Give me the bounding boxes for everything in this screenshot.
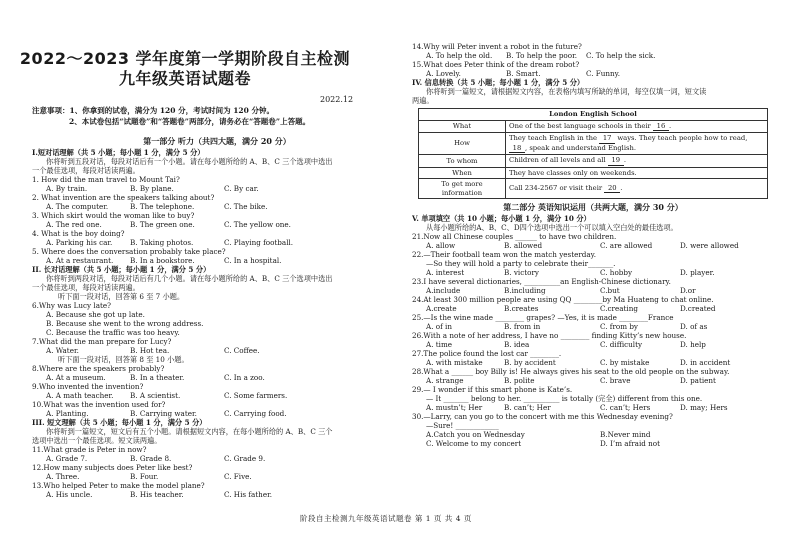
question-23-options <box>412 286 774 295</box>
table-content <box>506 179 768 199</box>
option: B. can’t; Her <box>504 403 551 412</box>
question-14: 14.Why will Peter invent a robot in the future? <box>412 42 582 51</box>
question-11: 11.What grade is Peter in now? <box>32 445 147 454</box>
sec1-instruction-cont: 一个最佳选项，每段对话读两遍。 <box>32 166 140 175</box>
table-text: ways. They teach people how to read, <box>617 134 748 142</box>
notice-2: 2、本试卷包括“试题卷”和“答题卷”两部分，请务必在“答题卷”上答题。 <box>69 117 311 126</box>
table-text: , speak and understand English. <box>525 143 637 152</box>
option: C. Five. <box>224 472 252 481</box>
option: C. brave <box>600 376 631 385</box>
question-28: 28.What a ______ boy Billy is! He always gives his seat to the old people on the subway. <box>412 367 730 376</box>
question-30: 30.—Larry, can you go to the concert with me this Wednesday evening? <box>412 412 673 421</box>
answer-blank[interactable]: 18 <box>509 144 525 154</box>
option: C. His father. <box>224 490 272 499</box>
table-row <box>419 120 768 133</box>
question-2: 2. What invention are the speakers talking about? <box>32 193 215 202</box>
option: B. A scientist. <box>130 391 181 400</box>
sec2-instruction-cont: 一个最佳选项，每段对话读两遍。 <box>32 283 140 292</box>
question-4-options <box>32 238 402 247</box>
sec2-heading: II. 长对话理解（共 5 小题；每小题 1 分，满分 5 分） <box>32 265 211 274</box>
question-3-options <box>32 220 402 229</box>
option: A. mustn’t; Her <box>426 403 483 412</box>
option: A. Water. <box>46 346 79 355</box>
question-30-options-row1 <box>412 430 774 439</box>
info-table <box>418 108 768 199</box>
question-26-options <box>412 340 774 349</box>
option: B. Grade 8. <box>130 454 172 463</box>
option: B.including <box>504 286 546 295</box>
option: A. Parking his car. <box>46 238 113 247</box>
option: C. The bike. <box>224 202 268 211</box>
option: B. The telephone. <box>130 202 195 211</box>
exam-date: 2022.12 <box>320 95 354 104</box>
option: D. may; Hers <box>680 403 728 412</box>
table-label: To get more information <box>419 179 506 199</box>
option: C. Funny. <box>586 69 621 78</box>
option: D. of as <box>680 322 708 331</box>
question-29-cont: — It _______ belong to her. __________ is totally (完全) different from this one. <box>426 394 703 403</box>
question-21-options <box>412 241 774 250</box>
table-content <box>506 133 768 155</box>
option: C. Grade 9. <box>224 454 266 463</box>
option: D. I’m afraid not <box>600 439 660 448</box>
notice-1: 注意事项：1、你拿到的试卷，满分为 120 分，考试时间为 120 分钟。 <box>32 106 274 115</box>
option: B. Hot tea. <box>130 346 170 355</box>
question-15-options <box>412 69 774 78</box>
option: B. from in <box>504 322 541 331</box>
sec4-instruction-cont: 两遍。 <box>412 96 434 105</box>
sec5-heading: V. 单项填空（共 10 小题；每小题 1 分，满分 10 分） <box>412 214 591 223</box>
question-28-options <box>412 376 774 385</box>
table-row <box>419 167 768 179</box>
option: A. At a museum. <box>46 373 106 382</box>
question-8-options <box>32 373 402 382</box>
title-line-1: 2022～2023 学年度第一学期阶段自主检测 <box>19 49 351 68</box>
question-12: 12.How many subjects does Peter like best? <box>32 463 193 472</box>
table-row <box>419 133 768 155</box>
option: B. Four. <box>130 472 159 481</box>
question-6-option-a: A. Because she got up late. <box>46 310 145 319</box>
sec4-heading: IV. 信息转换（共 5 小题；每小题 1 分，满分 5 分） <box>412 78 585 87</box>
question-15: 15.What does Peter think of the dream robot? <box>412 60 580 69</box>
option: B. Taking photos. <box>130 238 194 247</box>
question-22: 22.—Their football team won the match yesterday. <box>412 250 597 259</box>
sec3-instruction: 你将听到一篇短文，短文后有五个小题。请根据短文内容，在每小题所给的 A、B、C 三个 <box>46 427 333 436</box>
option: A.include <box>426 286 461 295</box>
sec2-subheading-1: 听下面一段对话，回答第 6 至 7 小题。 <box>58 292 185 301</box>
question-26: 26.With a note of her address, I have no ________ finding Kitty’s new house. <box>412 331 687 340</box>
question-22-cont: —So they will hold a party to celebrate their_______. <box>426 259 616 268</box>
sec1-heading: I.短对话理解（共 5 小题；每小题 1 分，满分 5 分） <box>32 148 205 157</box>
question-27-options <box>412 358 774 367</box>
sec3-heading: III. 短文理解（共 5 小题；每小题 1 分，满分 5 分） <box>32 418 207 427</box>
question-27: 27.The police found the lost car ________. <box>412 349 562 358</box>
question-7-options <box>32 346 402 355</box>
left-column <box>32 137 402 499</box>
option: A. His uncle. <box>46 490 93 499</box>
question-29-options <box>412 403 774 412</box>
table-title: London English School <box>419 109 768 121</box>
option: C. Carrying food. <box>224 409 287 418</box>
answer-blank[interactable]: 20 <box>604 184 620 194</box>
option: A. Grade 7. <box>46 454 88 463</box>
page-footer: 阶段自主检测九年级英语试题卷 第 1 页 共 4 页 <box>300 514 472 523</box>
option: C. hobby <box>600 268 633 277</box>
question-1: 1. How did the man travel to Mount Tai? <box>32 175 180 184</box>
answer-blank[interactable]: 19 <box>608 156 624 166</box>
question-24: 24.At least 300 million people are using QQ ________by Ma Huateng to chat online. <box>412 295 714 304</box>
question-5-options <box>32 256 402 265</box>
option: D. patient <box>680 376 716 385</box>
option: A. Planting. <box>46 409 89 418</box>
answer-blank[interactable]: 16 <box>653 122 669 132</box>
table-label: What <box>419 120 506 133</box>
question-22-options <box>412 268 774 277</box>
option: C.but <box>600 286 620 295</box>
table-label: When <box>419 167 506 179</box>
option: A. To help the old. <box>426 51 493 60</box>
table-text: . <box>668 121 672 130</box>
question-6: 6.Why was Lucy late? <box>32 301 111 310</box>
question-14-options <box>412 51 774 60</box>
part1-heading: 第一部分 听力（共四大题，满分 20 分） <box>143 137 291 146</box>
option: C. can’t; Hers <box>600 403 651 412</box>
option: A. with mistake <box>426 358 483 367</box>
option: B. Smart. <box>506 69 541 78</box>
question-21: 21.Now all Chinese couples ______ to have two children. <box>412 232 617 241</box>
table-text: One of the best language schools in their <box>509 121 651 130</box>
table-content: They have classes only on weekends. <box>506 167 768 179</box>
question-5: 5. Where does the conversation probably take place? <box>32 247 226 256</box>
table-content <box>506 155 768 168</box>
table-text: Call 234-2567 or visit their <box>509 183 603 192</box>
right-column <box>412 42 774 448</box>
question-29: 29.— I wonder if this smart phone is Kate’s. <box>412 385 573 394</box>
table-text: They teach English in the <box>509 134 597 142</box>
option: B. idea <box>504 340 530 349</box>
table-text: . <box>620 183 623 192</box>
option: D. help <box>680 340 706 349</box>
sec1-instruction: 你将听到五段对话，每段对话后有一个小题。请在每小题所给的 A、B、C 三个选项中选出 <box>46 157 333 166</box>
option: C. By car. <box>224 184 259 193</box>
question-2-options <box>32 202 402 211</box>
question-4: 4. What is the boy doing? <box>32 229 125 238</box>
question-30-options-row2 <box>412 439 774 448</box>
option: A.Catch you on Wednesday <box>426 430 525 439</box>
question-11-options <box>32 454 402 463</box>
option: A. Three. <box>46 472 80 481</box>
question-1-options <box>32 184 402 193</box>
option: C. by mistake <box>600 358 650 367</box>
option: C. Welcome to my concert <box>426 439 522 448</box>
option: C. Some farmers. <box>224 391 288 400</box>
option: B. Carrying water. <box>130 409 197 418</box>
sec2-instruction: 你将听到两段对话，每段对话后有几个小题。请在每小题所给的 A、B、C 三个选项中选出 <box>46 274 333 283</box>
question-25: 25.—Is the wine made ________ grapes? —Yes, it is made ________France <box>412 313 674 322</box>
option: A. By train. <box>46 184 88 193</box>
option: B. In a theater. <box>130 373 185 382</box>
option: A.create <box>426 304 457 313</box>
option: C. from by <box>600 322 638 331</box>
question-13-options <box>32 490 402 499</box>
option: C. The yellow one. <box>224 220 291 229</box>
option: D. player. <box>680 268 715 277</box>
option: C. Playing football. <box>224 238 294 247</box>
option: A. interest <box>426 268 465 277</box>
question-6-option-c: C. Because the traffic was too heavy. <box>46 328 180 337</box>
sec3-instruction-cont: 选项中选出一个最佳选项。短文读两遍。 <box>32 436 162 445</box>
option: B. polite <box>504 376 535 385</box>
table-row <box>419 179 768 199</box>
sec2-subheading-2: 听下面一段对话，回答第 8 至 10 小题。 <box>58 355 189 364</box>
option: A. Lovely. <box>426 69 461 78</box>
question-25-options <box>412 322 774 331</box>
option: B. In a bookstore. <box>130 256 195 265</box>
table-text: Children of all levels and all <box>509 156 606 164</box>
sec5-instruction: 从每小题所给的A、B、C、D四个选项中选出一个可以填入空白处的最佳选项。 <box>426 223 678 232</box>
question-9: 9.Who invented the invention? <box>32 382 144 391</box>
option: D.created <box>680 304 716 313</box>
question-10-options <box>32 409 402 418</box>
option: C. Coffee. <box>224 346 260 355</box>
answer-blank[interactable]: 17 <box>599 134 615 144</box>
option: A. allow <box>426 241 456 250</box>
question-30-cont: —Sure! ____________ <box>426 421 499 430</box>
table-label: How <box>419 133 506 155</box>
option: C. are allowed <box>600 241 653 250</box>
notice-block <box>32 106 402 128</box>
option: A. The computer. <box>46 202 109 211</box>
part2-heading: 第二部分 英语知识运用（共两大题，满分 30 分） <box>503 203 683 212</box>
option: D. in accident <box>680 358 731 367</box>
option: B.creates <box>504 304 539 313</box>
option: C. In a zoo. <box>224 373 265 382</box>
option: B. To help the poor. <box>506 51 578 60</box>
question-12-options <box>32 472 402 481</box>
table-row <box>419 155 768 168</box>
question-8: 8.Where are the speakers probably? <box>32 364 165 373</box>
option: A. time <box>426 340 453 349</box>
question-23: 23.I have several dictionaries, __________an English-Chinese dictionary. <box>412 277 671 286</box>
option: B. allowed <box>504 241 543 250</box>
question-10: 10.What was the invention used for? <box>32 400 166 409</box>
option: A. The red one. <box>46 220 102 229</box>
question-3: 3. Which skirt would the woman like to buy? <box>32 211 195 220</box>
option: B. victory <box>504 268 539 277</box>
question-6-option-b: B. Because she went to the wrong address. <box>46 319 204 328</box>
option: C. In a hospital. <box>224 256 282 265</box>
option: C. To help the sick. <box>586 51 656 60</box>
option: D. were allowed <box>680 241 739 250</box>
question-24-options <box>412 304 774 313</box>
option: A. of in <box>426 322 452 331</box>
question-9-options <box>32 391 402 400</box>
option: B. by accident <box>504 358 556 367</box>
table-label: To whom <box>419 155 506 168</box>
option: D.or <box>680 286 696 295</box>
option: B. By plane. <box>130 184 174 193</box>
question-13: 13.Who helped Peter to make the model plane? <box>32 481 205 490</box>
option: A. A math teacher. <box>46 391 114 400</box>
question-7: 7.What did the man prepare for Lucy? <box>32 337 172 346</box>
option: B. The green one. <box>130 220 195 229</box>
sec4-instruction: 你将听到一篇短文，请根据短文内容，在表格内填写所缺的单词，每空仅填一词，短文读 <box>426 87 707 96</box>
table-content <box>506 120 768 133</box>
option: A. At a restaurant. <box>46 256 114 265</box>
option: C.creating <box>600 304 638 313</box>
option: C. difficulty <box>600 340 643 349</box>
option: B. His teacher. <box>130 490 184 499</box>
title-line-2: 九年级英语试题卷 <box>118 69 251 88</box>
option: A. strange <box>426 376 464 385</box>
table-text: . <box>623 156 626 164</box>
option: B.Never mind <box>600 430 651 439</box>
